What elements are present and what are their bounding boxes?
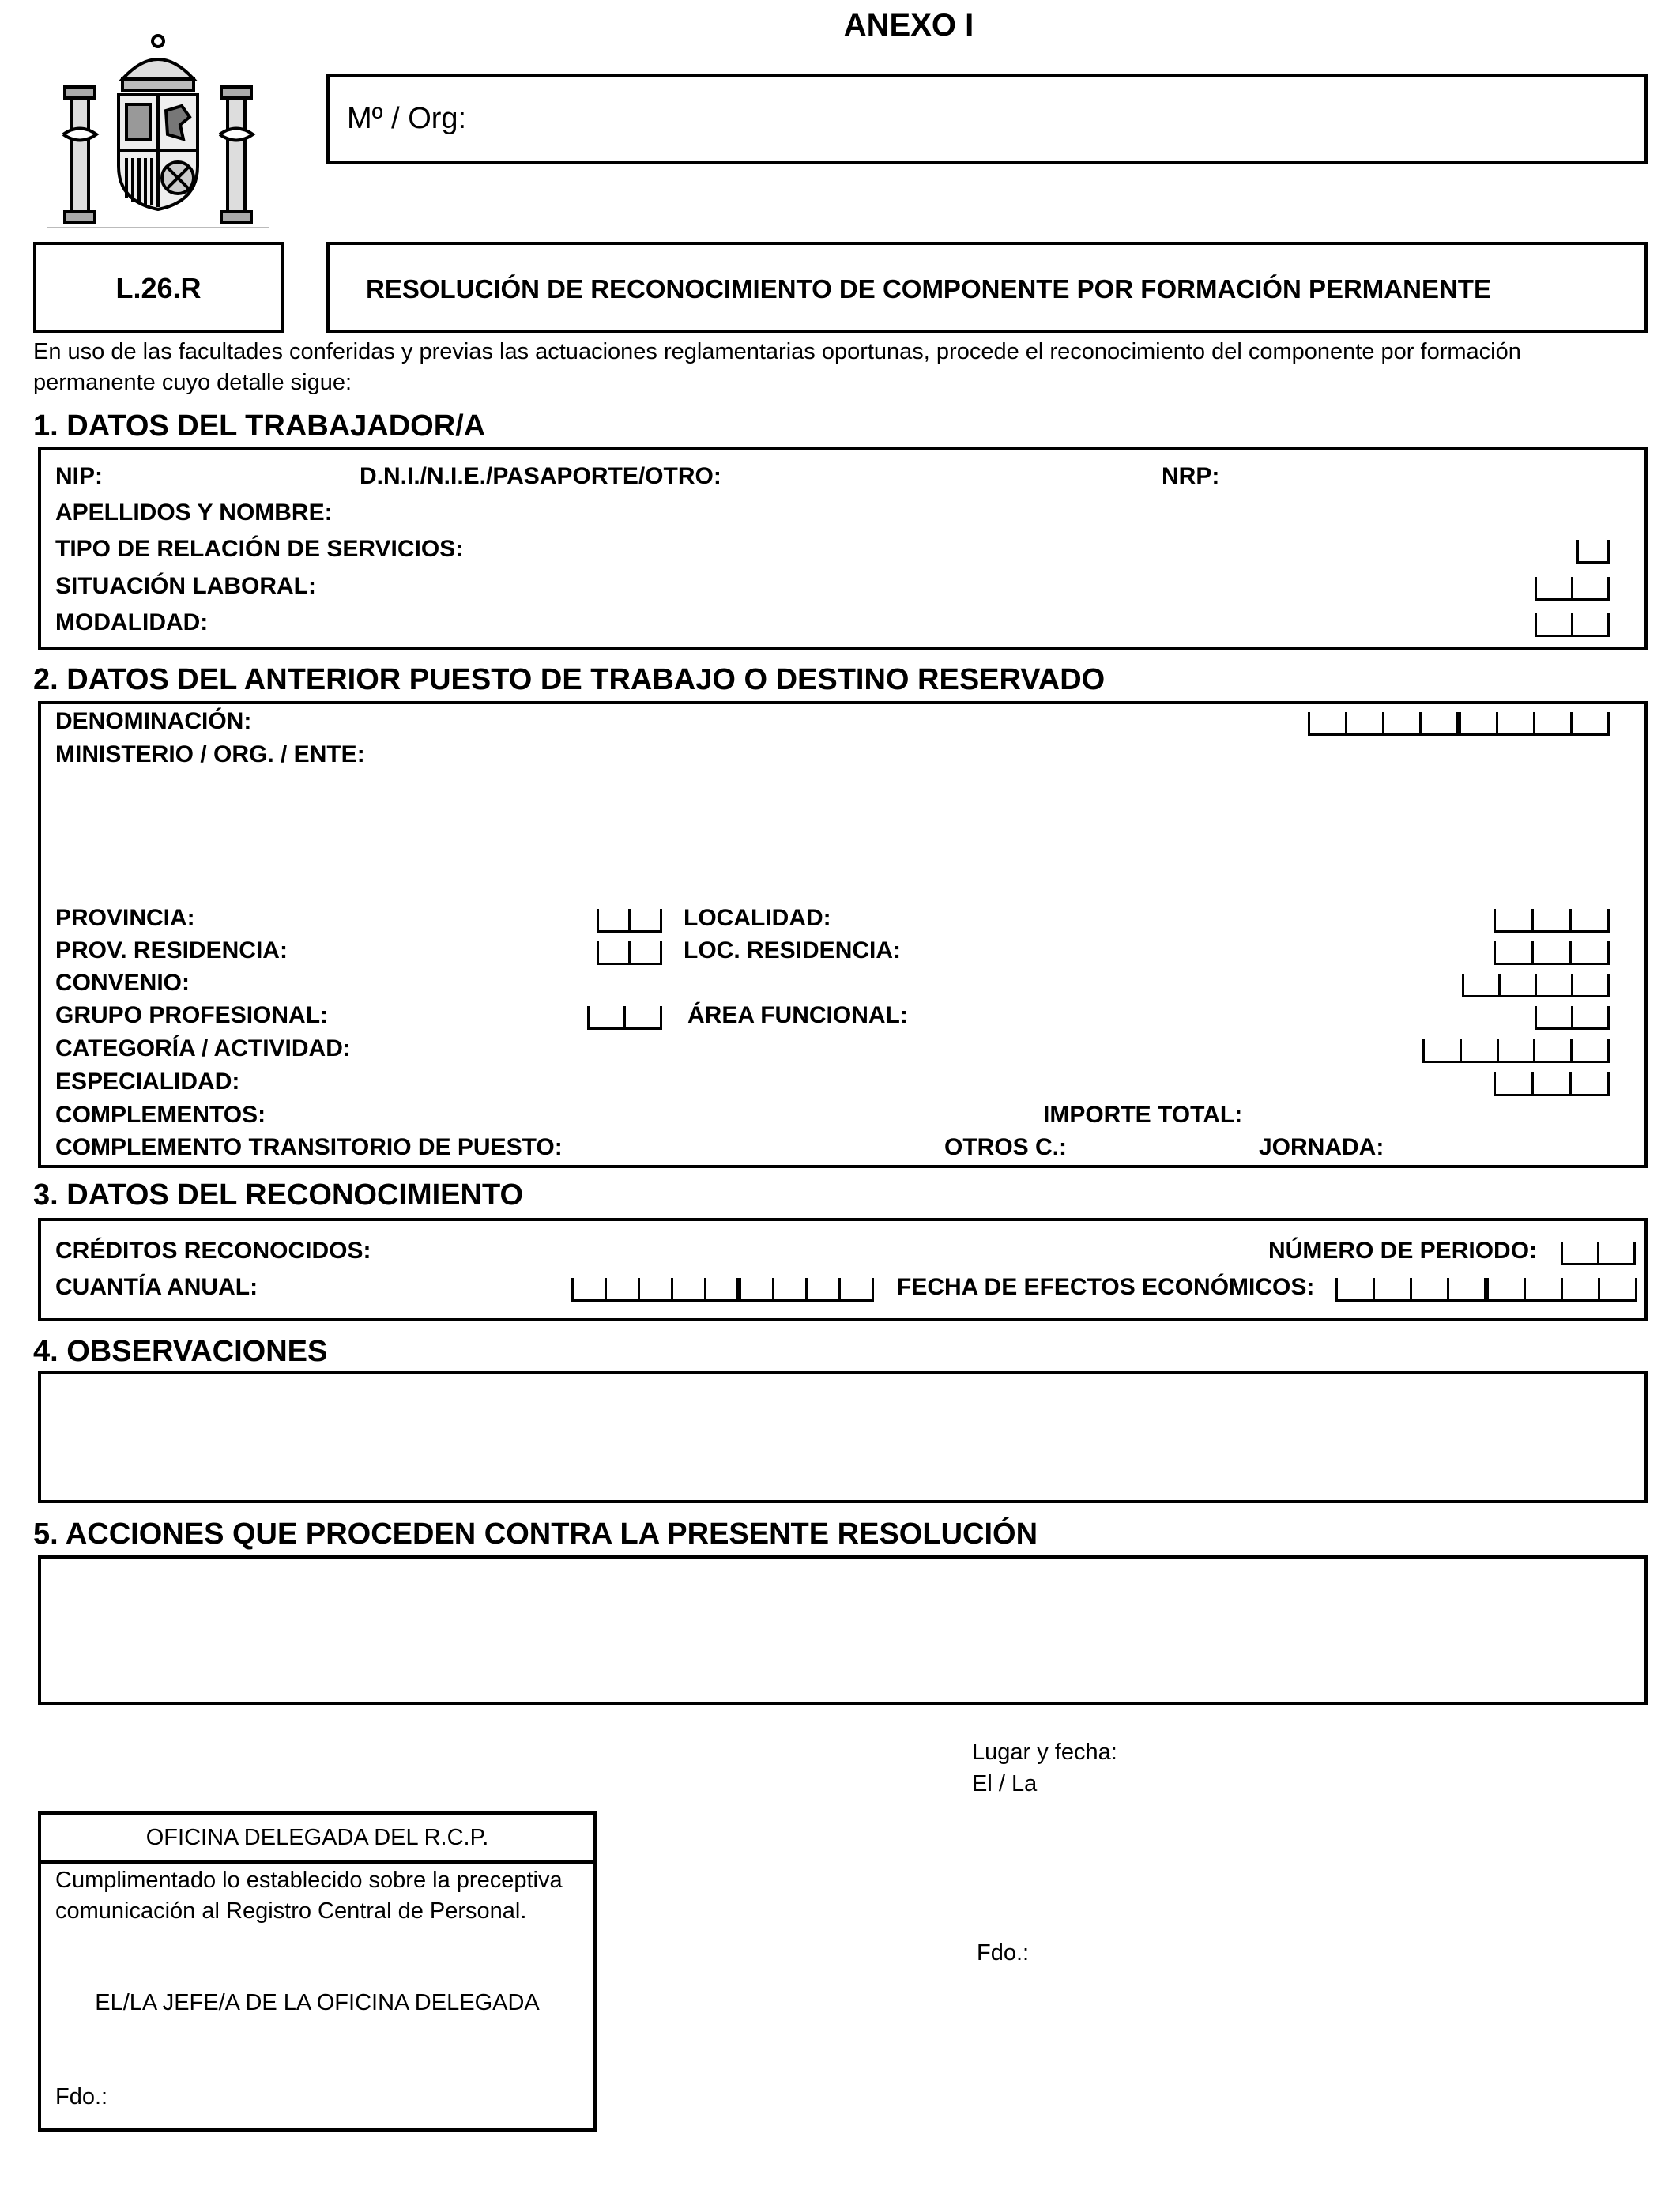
oficina-fdo-label: Fdo.: — [55, 2084, 108, 2109]
oficina-jefe-label: EL/LA JEFE/A DE LA OFICINA DELEGADA — [95, 1990, 540, 2015]
apellidos-label: APELLIDOS Y NOMBRE: — [55, 499, 333, 526]
fecha-efectos-cells[interactable] — [1335, 1278, 1637, 1302]
fecha-efectos-label: FECHA DE EFECTOS ECONÓMICOS: — [897, 1274, 1315, 1300]
importe-label: IMPORTE TOTAL: — [1043, 1102, 1243, 1128]
observaciones-box[interactable] — [38, 1371, 1648, 1503]
nip-label: NIP: — [55, 463, 103, 489]
categoria-label: CATEGORÍA / ACTIVIDAD: — [55, 1035, 351, 1061]
cuantia-label: CUANTÍA ANUAL: — [55, 1274, 258, 1300]
section4-title: 4. OBSERVACIONES — [33, 1335, 328, 1368]
el-la-label: El / La — [972, 1771, 1038, 1796]
section3-box — [38, 1218, 1648, 1321]
section2-box — [38, 701, 1648, 1168]
section1-title: 1. DATOS DEL TRABAJADOR/A — [33, 409, 486, 443]
loc-residencia-label: LOC. RESIDENCIA: — [684, 937, 902, 963]
localidad-cells[interactable] — [1494, 909, 1610, 933]
especialidad-label: ESPECIALIDAD: — [55, 1069, 240, 1095]
oficina-text-line1: Cumplimentado lo establecido sobre la preceptiva — [55, 1868, 563, 1893]
org-field[interactable] — [326, 74, 1648, 164]
modalidad-label: MODALIDAD: — [55, 609, 209, 635]
nrp-label: NRP: — [1162, 463, 1220, 489]
signature-fdo-label: Fdo.: — [977, 1940, 1030, 1966]
form-title-box — [326, 242, 1648, 333]
form-title: RESOLUCIÓN DE RECONOCIMIENTO DE COMPONENTE POR FORMACIÓN PERMANENTE — [366, 274, 1491, 303]
dni-label: D.N.I./N.I.E./PASAPORTE/OTRO: — [360, 463, 721, 489]
complementos-label: COMPLEMENTOS: — [55, 1102, 266, 1128]
coat-of-arms-logo — [47, 32, 269, 229]
periodo-label: NÚMERO DE PERIODO: — [1268, 1238, 1538, 1264]
convenio-cells[interactable] — [1462, 974, 1610, 997]
oficina-title: OFICINA DELEGADA DEL R.C.P. — [145, 1825, 489, 1850]
jornada-label: JORNADA: — [1259, 1134, 1384, 1160]
area-label: ÁREA FUNCIONAL: — [687, 1002, 908, 1028]
grupo-label: GRUPO PROFESIONAL: — [55, 1002, 329, 1028]
annex-title: ANEXO I — [843, 8, 974, 43]
oficina-text-line2: comunicación al Registro Central de Personal. — [55, 1898, 527, 1924]
otros-label: OTROS C.: — [944, 1134, 1067, 1160]
acciones-box[interactable] — [38, 1555, 1648, 1705]
oficina-divider — [40, 1860, 595, 1864]
section5-title: 5. ACCIONES QUE PROCEDEN CONTRA LA PRESENTE RESOLUCIÓN — [33, 1517, 1038, 1551]
oficina-box — [38, 1811, 597, 2132]
situacion-label: SITUACIÓN LABORAL: — [55, 573, 316, 599]
area-cells[interactable] — [1535, 1006, 1610, 1030]
section2-title: 2. DATOS DEL ANTERIOR PUESTO DE TRABAJO O DESTINO RESERVADO — [33, 663, 1106, 696]
modalidad-cells[interactable] — [1535, 613, 1610, 637]
situacion-cells[interactable] — [1535, 577, 1610, 601]
provincia-cells[interactable] — [597, 909, 662, 933]
denominacion-label: DENOMINACIÓN: — [55, 708, 252, 734]
grupo-cells[interactable] — [587, 1006, 662, 1030]
loc-residencia-cells[interactable] — [1494, 941, 1610, 965]
tipo-relacion-label: TIPO DE RELACIÓN DE SERVICIOS: — [55, 536, 464, 562]
periodo-cells[interactable] — [1561, 1242, 1636, 1265]
prov-residencia-label: PROV. RESIDENCIA: — [55, 937, 288, 963]
provincia-label: PROVINCIA: — [55, 905, 195, 931]
form-code-box — [33, 242, 284, 333]
categoria-cells[interactable] — [1422, 1039, 1610, 1063]
localidad-label: LOCALIDAD: — [684, 905, 831, 931]
form-code: L.26.R — [115, 272, 202, 304]
ministerio-label: MINISTERIO / ORG. / ENTE: — [55, 741, 365, 767]
cuantia-cells[interactable] — [571, 1278, 874, 1302]
org-label: Mº / Org: — [347, 102, 467, 135]
convenio-label: CONVENIO: — [55, 970, 190, 996]
especialidad-cells[interactable] — [1494, 1072, 1610, 1096]
intro-text-line2: permanente cuyo detalle sigue: — [33, 370, 352, 395]
creditos-label: CRÉDITOS RECONOCIDOS: — [55, 1238, 371, 1264]
transitorio-label: COMPLEMENTO TRANSITORIO DE PUESTO: — [55, 1134, 563, 1160]
tipo-relacion-cells[interactable] — [1576, 540, 1610, 564]
section3-title: 3. DATOS DEL RECONOCIMIENTO — [33, 1178, 524, 1212]
intro-text-line1: En uso de las facultades conferidas y previas las actuaciones reglamentarias oportunas, procede el reconocimiento del componente por formación — [33, 339, 1521, 364]
prov-residencia-cells[interactable] — [597, 941, 662, 965]
lugar-fecha-label: Lugar y fecha: — [972, 1740, 1117, 1765]
denominacion-cells[interactable] — [1308, 712, 1610, 736]
